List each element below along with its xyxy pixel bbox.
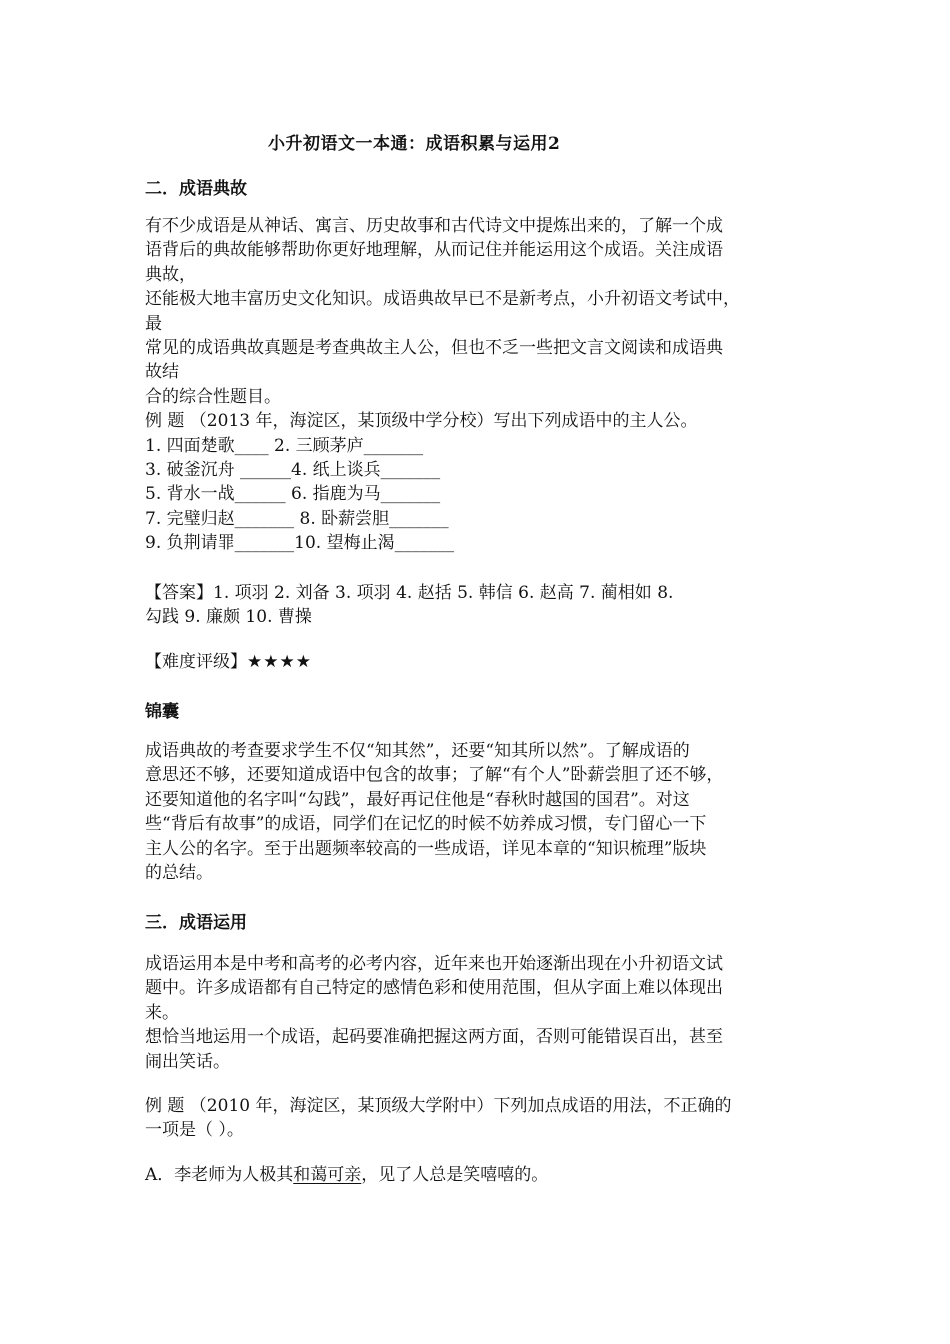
text-line: 成语运用本是中考和高考的必考内容，近年来也开始逐渐出现在小升初语文试: [145, 954, 723, 974]
option-a-idiom: 和蔼可亲: [293, 1165, 362, 1185]
text-line: 闹出笑话。: [145, 1051, 230, 1072]
example-question: 例 题 （2010 年，海淀区，某顶级大学附中）下列加点成语的用法，不正确的: [145, 1096, 732, 1116]
text-line: 题中。许多成语都有自己特定的感情色彩和使用范围，但从字面上难以体现出: [145, 978, 723, 999]
section3-example: [145, 1094, 815, 1143]
fill-in-line: 7. 完璧归赵_______ 8. 卧薪尝胆_______: [145, 508, 449, 529]
section-heading-idiom-allusions: 二．成语典故: [145, 179, 247, 199]
answer-paragraph: [145, 581, 815, 630]
fill-in-line: 5. 背水一战______ 6. 指鹿为马_______: [145, 484, 441, 505]
text-line: 有不少成语是从神话、寓言、历史故事和古代诗文中提炼出来的，了解一个成: [145, 216, 723, 236]
text-line: 典故，: [145, 264, 196, 285]
text-line: 还要知道他的名字叫“勾践”，最好再记住他是“春秋时越国的国君”。对这: [145, 789, 690, 810]
tip-heading: 锦囊: [145, 702, 179, 722]
text-line: 来。: [145, 1002, 179, 1023]
tip-paragraph: [145, 739, 815, 885]
difficulty-rating: [145, 650, 815, 674]
section2-intro-paragraph: [145, 214, 815, 555]
document-title: 小升初语文一本通：成语积累与运用2: [268, 134, 561, 154]
fill-in-line: 1. 四面楚歌____ 2. 三顾茅庐_______: [145, 435, 424, 456]
text-line: 常见的成语典故真题是考查典故主人公，但也不乏一些把文言文阅读和成语典: [145, 337, 723, 358]
difficulty-stars: ★★★★: [247, 652, 312, 672]
example-question: 例 题 （2013 年，海淀区，某顶级中学分校）写出下列成语中的主人公。: [145, 411, 698, 432]
section-heading-idiom-usage: 三．成语运用: [145, 913, 247, 933]
text-line: 主人公的名字。至于出题频率较高的一些成语，详见本章的“知识梳理”版块: [145, 838, 707, 859]
fill-in-line: 3. 破釜沉舟 ______4. 纸上谈兵_______: [145, 459, 441, 480]
option-a-suffix: ，见了人总是笑嘻嘻的。: [361, 1165, 549, 1185]
text-line: 成语典故的考查要求学生不仅“知其然”，还要“知其所以然”。了解成语的: [145, 741, 690, 761]
fill-in-line: 9. 负荆请罪_______10. 望梅止渴_______: [145, 533, 455, 554]
text-line: 合的综合性题目。: [145, 386, 281, 407]
difficulty-label: 【难度评级】: [145, 652, 247, 672]
answer-line: 【答案】1. 项羽 2. 刘备 3. 项羽 4. 赵括 5. 韩信 6. 赵高 7. 蔺相如 8.: [145, 583, 674, 603]
text-line: 语背后的典故能够帮助你更好地理解，从而记住并能运用这个成语。关注成语: [145, 240, 723, 261]
option-a: [145, 1163, 815, 1187]
text-line: 意思还不够，还要知道成语中包含的故事；了解“有个人”卧薪尝胆了还不够，: [145, 765, 724, 786]
answer-line: 勾践 9. 廉颇 10. 曹操: [145, 607, 312, 628]
text-line: 还能极大地丰富历史文化知识。成语典故早已不是新考点，小升初语文考试中，: [145, 289, 740, 310]
text-line: 想恰当地运用一个成语，起码要准确把握这两方面，否则可能错误百出，甚至: [145, 1027, 723, 1048]
text-line: 些“背后有故事”的成语，同学们在记忆的时候不妨养成习惯，专门留心一下: [145, 814, 707, 835]
text-line: 最: [145, 313, 162, 334]
example-question: 一项是（ ）。: [145, 1120, 244, 1141]
text-line: 的总结。: [145, 862, 213, 883]
section3-intro-paragraph: [145, 952, 815, 1074]
option-a-prefix: A．李老师为人极其: [145, 1165, 294, 1185]
text-line: 故结: [145, 362, 179, 383]
